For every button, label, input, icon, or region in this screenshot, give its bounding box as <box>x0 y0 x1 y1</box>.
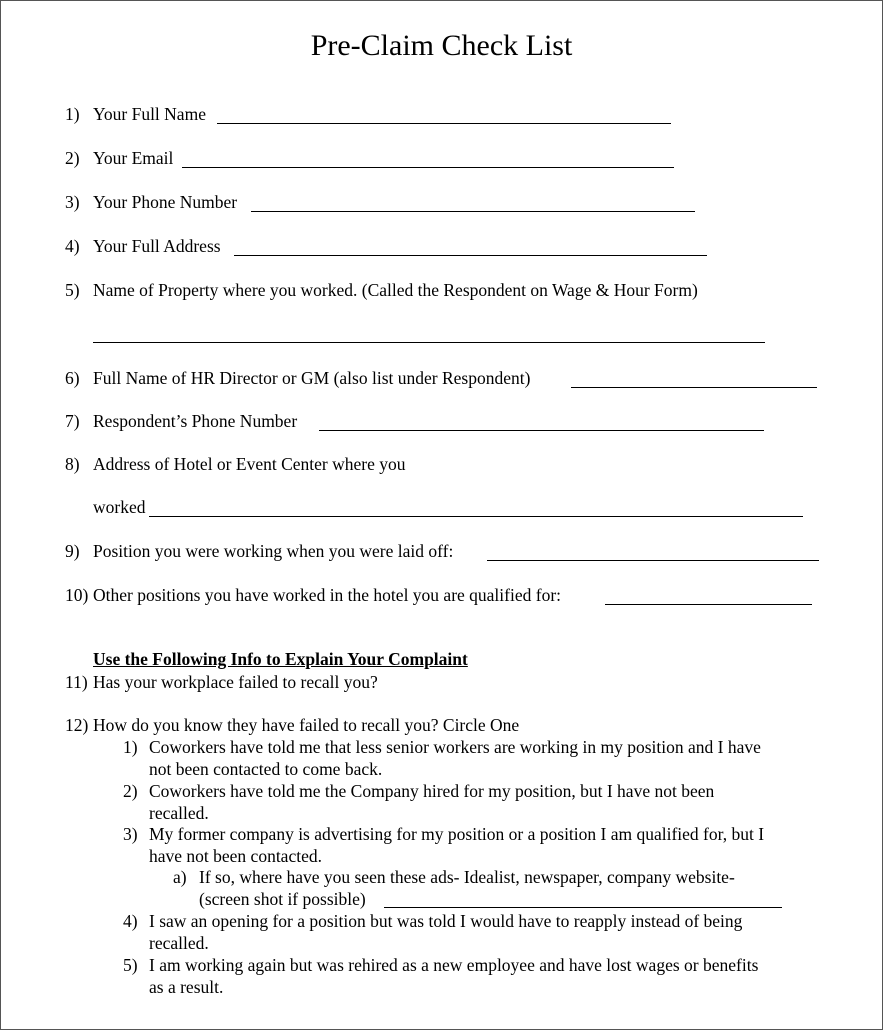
sub-option-ads: If so, where have you seen these ads- Idealist, newspaper, company website- <box>199 867 735 887</box>
question-number: 8) <box>65 454 80 474</box>
question-label: Full Name of HR Director or GM (also list under Respondent) <box>93 368 531 388</box>
question-label: Other positions you have worked in the hotel you are qualified for: <box>93 585 562 605</box>
property-blank[interactable] <box>93 342 765 343</box>
question-label: Address of Hotel or Event Center where you <box>93 454 406 474</box>
question-label: Your Full Address <box>93 236 221 256</box>
option-3-continued[interactable]: have not been contacted. <box>149 846 322 866</box>
option-1[interactable]: Coworkers have told me that less senior workers are working in my position and I have <box>149 737 761 757</box>
question-number: 7) <box>65 411 80 431</box>
question-number: 10) <box>65 585 89 605</box>
sub-option-number: a) <box>173 867 187 887</box>
option-5-continued[interactable]: as a result. <box>149 977 224 997</box>
question-label: How do you know they have failed to recall you? Circle One <box>93 715 520 735</box>
option-number: 1) <box>123 737 138 757</box>
option-number: 2) <box>123 781 138 801</box>
address-blank[interactable] <box>234 255 707 256</box>
option-5[interactable]: I am working again but was rehired as a new employee and have lost wages or benefits <box>149 955 759 975</box>
option-1-continued[interactable]: not been contacted to come back. <box>149 759 383 779</box>
question-label: Name of Property where you worked. (Called the Respondent on Wage & Hour Form) <box>93 280 698 300</box>
question-label: Your Email <box>93 148 174 168</box>
question-label: Has your workplace failed to recall you? <box>93 672 378 692</box>
question-number: 2) <box>65 148 80 168</box>
email-blank[interactable] <box>182 167 674 168</box>
question-label: Respondent’s Phone Number <box>93 411 298 431</box>
question-number: 3) <box>65 192 80 212</box>
hr-director-blank[interactable] <box>571 387 817 388</box>
option-2-continued[interactable]: recalled. <box>149 803 209 823</box>
question-number: 11) <box>65 672 88 692</box>
option-number: 4) <box>123 911 138 931</box>
option-4-continued[interactable]: recalled. <box>149 933 209 953</box>
option-3[interactable]: My former company is advertising for my position or a position I am qualified for, but I <box>149 824 765 844</box>
hotel-address-blank[interactable] <box>149 516 803 517</box>
phone-blank[interactable] <box>251 211 695 212</box>
question-number: 1) <box>65 104 80 124</box>
question-label: Your Full Name <box>93 104 206 124</box>
ads-source-blank[interactable] <box>384 907 782 908</box>
page-title: Pre-Claim Check List <box>310 29 573 62</box>
question-number: 9) <box>65 541 80 561</box>
sub-option-ads-continued: (screen shot if possible) <box>199 889 366 909</box>
option-4[interactable]: I saw an opening for a position but was told I would have to reapply instead of being <box>149 911 743 931</box>
question-label: Position you were working when you were laid off: <box>93 541 454 561</box>
question-number: 4) <box>65 236 80 256</box>
question-number: 5) <box>65 280 80 300</box>
question-label: Your Phone Number <box>93 192 238 212</box>
respondent-phone-blank[interactable] <box>319 430 764 431</box>
question-number: 6) <box>65 368 80 388</box>
section-heading: Use the Following Info to Explain Your Complaint <box>93 649 468 669</box>
question-number: 12) <box>65 715 89 735</box>
option-number: 5) <box>123 955 138 975</box>
other-positions-blank[interactable] <box>605 604 812 605</box>
position-blank[interactable] <box>487 560 819 561</box>
option-2[interactable]: Coworkers have told me the Company hired for my position, but I have not been <box>149 781 715 801</box>
full-name-blank[interactable] <box>217 123 671 124</box>
option-number: 3) <box>123 824 138 844</box>
question-label-continued: worked <box>93 497 146 517</box>
